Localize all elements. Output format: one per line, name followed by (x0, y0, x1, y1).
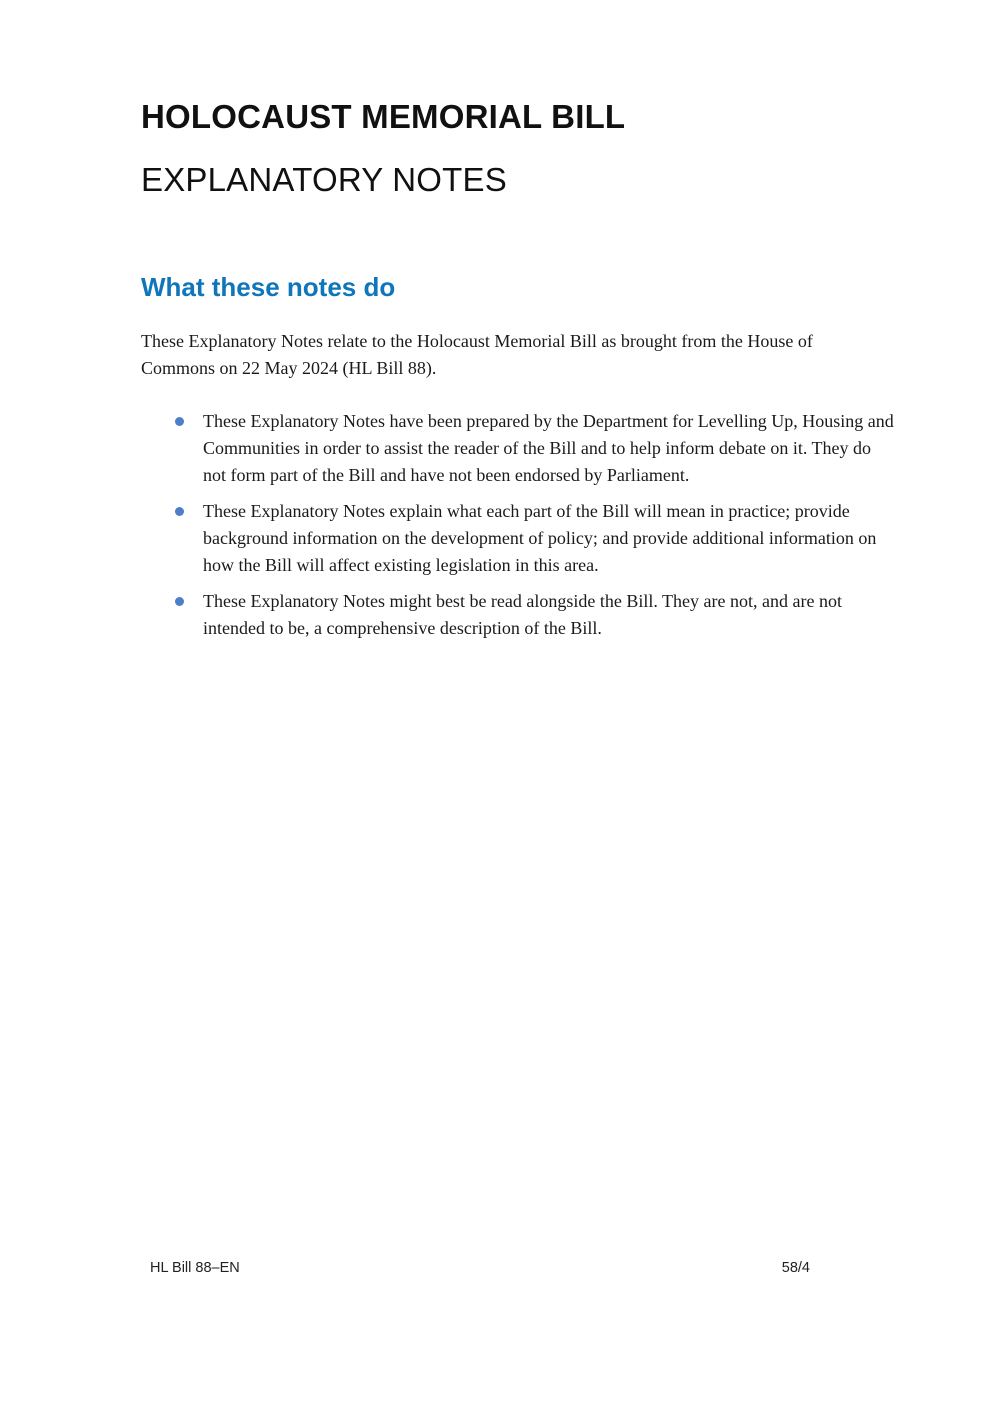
section-heading: What these notes do (141, 272, 396, 302)
notes-bullet-list (141, 408, 901, 642)
bullet-icon (175, 417, 184, 426)
footer-serial-number: 58/4 (781, 1260, 810, 1276)
bullet-text: These Explanatory Notes have been prepared by the Department for Levelling Up, Housing and Communities in order to assist the reader of the Bill and to help inform debate on it. They do not form part of the Bill and have not been endorsed by Parliament. (203, 411, 894, 485)
bullet-icon (175, 597, 184, 606)
document-subtitle: EXPLANATORY NOTES (141, 161, 507, 198)
bullet-text: These Explanatory Notes might best be read alongside the Bill. They are not, and are not intended to be, a comprehensive description of the Bill. (203, 591, 842, 638)
bullet-item (141, 408, 901, 489)
bullet-icon (175, 507, 184, 516)
document-content (141, 0, 901, 651)
intro-paragraph: These Explanatory Notes relate to the Holocaust Memorial Bill as brought from the House of Commons on 22 May 2024 (HL Bill 88). (141, 331, 813, 378)
page-footer (150, 1260, 810, 1276)
bullet-text: These Explanatory Notes explain what each part of the Bill will mean in practice; provide background information on the development of policy; and provide additional information on how the Bill will affect existing legislation in this area. (203, 501, 877, 575)
bullet-item (141, 588, 901, 642)
document-title: HOLOCAUST MEMORIAL BILL (141, 98, 626, 135)
footer-bill-number: HL Bill 88–EN (150, 1260, 240, 1276)
bullet-item (141, 498, 901, 579)
